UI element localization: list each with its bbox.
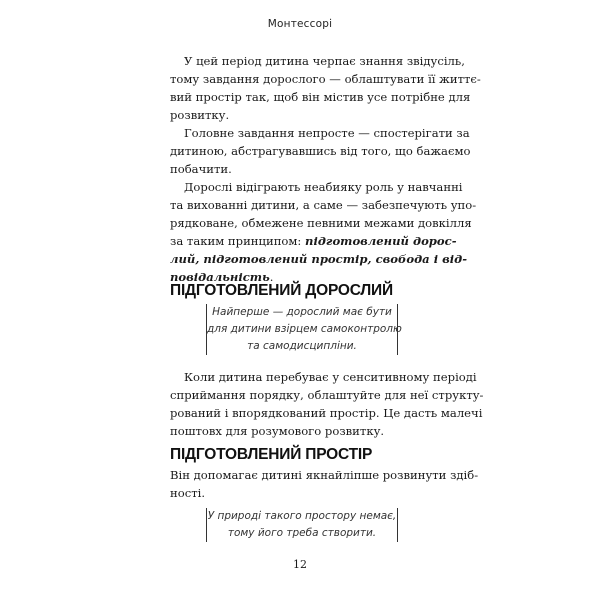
text-line: рований і впорядкований простір. Це дасть малечі bbox=[170, 406, 483, 420]
paragraph-sensitive-period bbox=[170, 368, 484, 440]
text-line: та вихованні дитини, а саме — забезпечують упо- bbox=[170, 198, 477, 212]
text-line: Він допомагає дитині якнайліпше розвинути здіб- bbox=[170, 468, 479, 482]
text-line: тому завдання дорослого — облаштувати її життє- bbox=[170, 72, 481, 86]
quote-line: Найперше — дорослий має бути bbox=[212, 306, 392, 318]
text-segment: . bbox=[269, 270, 274, 284]
quote-line: тому його треба створити. bbox=[227, 527, 377, 539]
emphasis-text: повідальність bbox=[170, 270, 270, 284]
running-head: Монтессорі bbox=[267, 18, 333, 30]
quote-line: та самодисципліни. bbox=[247, 340, 357, 352]
section-heading-prepared-adult: ПІДГОТОВЛЕНИЙ ДОРОСЛИЙ bbox=[170, 282, 393, 299]
text-line: ності. bbox=[170, 486, 206, 500]
text-line: У цей період дитина черпає знання звідусіль, bbox=[184, 54, 465, 68]
emphasis-text: підготовлений дорос- bbox=[305, 234, 457, 248]
paragraph-intro bbox=[170, 52, 481, 286]
text-line: розвитку. bbox=[170, 108, 230, 122]
text-line: поштовх для розумового розвитку. bbox=[170, 424, 385, 438]
text-line: побачити. bbox=[170, 162, 232, 176]
text-line: дитиною, абстрагувавшись від того, що бажаємо bbox=[170, 144, 471, 158]
text-line: Коли дитина перебуває у сенситивному періоді bbox=[184, 370, 477, 384]
text-line: Головне завдання непросте — спостерігати за bbox=[184, 126, 470, 140]
emphasis-text: лий, підготовлений простір, свобода і від- bbox=[170, 252, 468, 266]
text-segment: за таким принципом: bbox=[170, 234, 306, 248]
pull-quote bbox=[206, 304, 402, 355]
text-line: сприймання порядку, облаштуйте для неї структу- bbox=[170, 388, 484, 402]
page-number: 12 bbox=[293, 558, 307, 571]
quote-line: У природі такого простору немає, bbox=[207, 510, 397, 522]
text-line bbox=[170, 232, 457, 250]
pull-quote bbox=[206, 508, 398, 542]
section-heading-prepared-space: ПІДГОТОВЛЕНИЙ ПРОСТІР bbox=[170, 446, 373, 463]
text-line: Дорослі відіграють неабияку роль у навчанні bbox=[184, 180, 463, 194]
text-line: рядковане, обмежене певними межами довкілля bbox=[170, 216, 472, 230]
text-line bbox=[170, 250, 468, 268]
quote-line: для дитини взірцем самоконтролю bbox=[207, 323, 402, 335]
paragraph-space bbox=[170, 466, 479, 502]
text-line: вий простір так, щоб він містив усе потрібне для bbox=[170, 90, 471, 104]
